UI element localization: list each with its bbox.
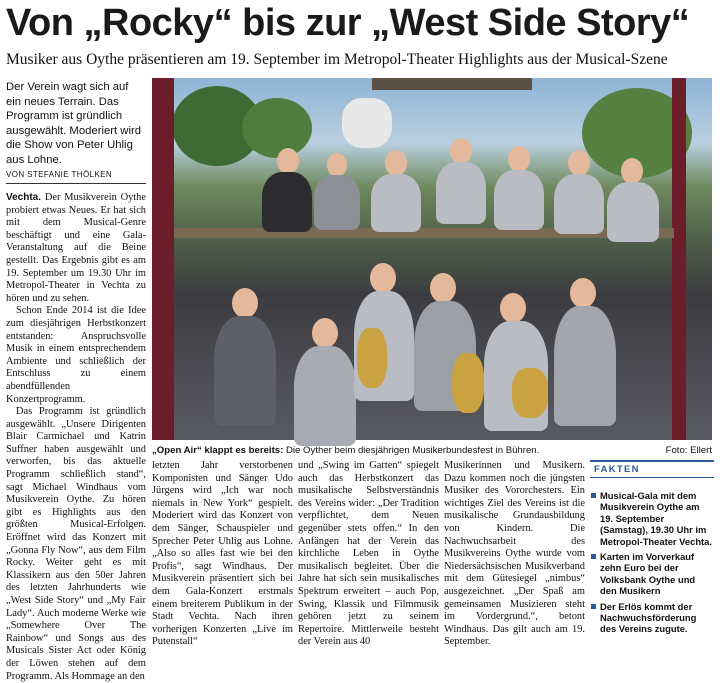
article-column-4 — [444, 460, 585, 648]
facts-header: FAKTEN — [590, 460, 714, 478]
band-photo — [152, 78, 712, 440]
headline: Von „Rocky“ bis zur „West Side Story“ — [6, 2, 690, 44]
caption-rest: Die Oyther beim diesjährigen Musikerbundesfest in Bühren. — [283, 445, 540, 456]
article-column-1 — [6, 192, 146, 682]
caption-text — [152, 444, 539, 458]
paragraph: Musikerinnen und Musikern. Dazu kommen noch die jüngsten Musiker des Vororchesters. Ein wichtiges Ziel des Vereins ist die musikalische Grundausbildung von Kindern. Die Nachwuchsarbeit des Musikvereins Oythe wurde vom Niedersächsischen Musikverband mit dem Gütesiegel „nimbus“ ausgezeichnet. „Der Spaß am gemeinsamen Musizieren steht im Vordergrund.“, betont Windhaus. Das gilt auch am 19. September. — [444, 460, 585, 648]
article-column-3 — [298, 460, 439, 648]
facts-item: Karten im Vorverkauf zehn Euro bei der Volksbank Oythe und den Musikern — [590, 551, 714, 597]
paragraph: Das Programm ist gründlich ausgewählt. „Unsere Dirigenten Blair Carmichael und Katrin Suffner haben ausgewählt und verworfen, bis das aktuelle Programm schließlich stand“, sagt Michael Windhaus vom Musikverein Oythe. Zu hören gibt es Highlights aus den größten Musical-Erfolgen. Eröffnet wird das Konzert mit „Gonna Fly Now“, aus dem Film Rocky. Weiter geht es mit Klassikern aus den 50er Jahren des letzten Jahrhunderts wie „West Side Story“ und „My Fair Lady“. Auch moderne Werke wie „Somewhere Over The Rainbow“ und Songs aus des Musicals Sister Act oder König der Löwen stehen auf dem Programm. Als Hommage an den — [6, 406, 146, 682]
facts-item: Der Erlös kommt der Nachwuchsförderung des Vereins zugute. — [590, 601, 714, 635]
byline: VON STEFANIE THÖLKEN — [6, 170, 146, 184]
facts-list — [590, 490, 714, 635]
subheadline: Musiker aus Oythe präsentieren am 19. September im Metropol-Theater Highlights aus der Musical-Szene — [6, 51, 668, 68]
paragraph-text: Der Musikverein Oythe probiert etwas Neues. Er hat sich mit dem Musical-Genre beschäftigt und eine Gala-Veranstaltung auf die Beine gestellt. Das Ergebnis gibt es am 19. September um 19.30 Uhr im Metropol-Theater in Vechta zu hören und zu sehen. — [6, 192, 146, 304]
photo-caption — [152, 444, 712, 458]
dateline: Vechta. — [6, 192, 42, 203]
paragraph: letzten Jahr verstorbenen Komponisten und Sänger Udo Jürgens wird „Ich war noch niemals in New York“ gespielt. Moderiert wird das Konzert von dem Sänger, Schauspieler und Sprecher Peter Uhlig aus Lohne. „Also so alles fast wie bei den Profis“, sagt Windhaus. Der Musikverein präsentiert sich bei dem Gala-Konzert erstmals einem breiterem Publikum in der Stadt Vechta. Nach ihren vorherigen Konzerten „Live im Putenstall“ — [152, 460, 293, 648]
photo-credit: Foto: Ellert — [665, 445, 712, 456]
facts-item: Musical-Gala mit dem Musikverein Oythe am 19. September (Samstag), 19.30 Uhr im Metropol-Theater Vechta. — [590, 490, 714, 547]
teaser: Der Verein wagt sich auf ein neues Terrain. Das Programm ist gründlich ausgewählt. Moderiert wird die Show von Peter Uhlig aus Lohne. — [6, 81, 141, 166]
paragraph: und „Swing im Garten“ spiegelt auch das Herbstkonzert das musikalische Selbstverständnis des Vereins wider: „Der Tradition verpflichtet, dem Neuen gegenüber stets offen.“ In den Anfängen hat der Verein das kirchliche Leben in Oythe musikalisch begleitet. Über die Jahre hat sich sein musikalisches Spektrum erweitert – auch Pop, Swing, Klassik und Filmmusik gehören jetzt zu seinem Repertoire. Mittlerweile besteht der Verein aus 40 — [298, 460, 439, 648]
article-column-2 — [152, 460, 293, 648]
paragraph: Schon Ende 2014 ist die Idee zum diesjährigen Herbstkonzert entstanden: Anspruchsvolle Musik in einem entsprechendem Ambiente und schließlich der Entschluss zu einem abendfüllenden Konzertprogramm. — [6, 305, 146, 405]
caption-bold: „Open Air“ klappt es bereits: — [152, 445, 284, 456]
paragraph — [6, 192, 146, 305]
facts-box — [590, 460, 714, 635]
